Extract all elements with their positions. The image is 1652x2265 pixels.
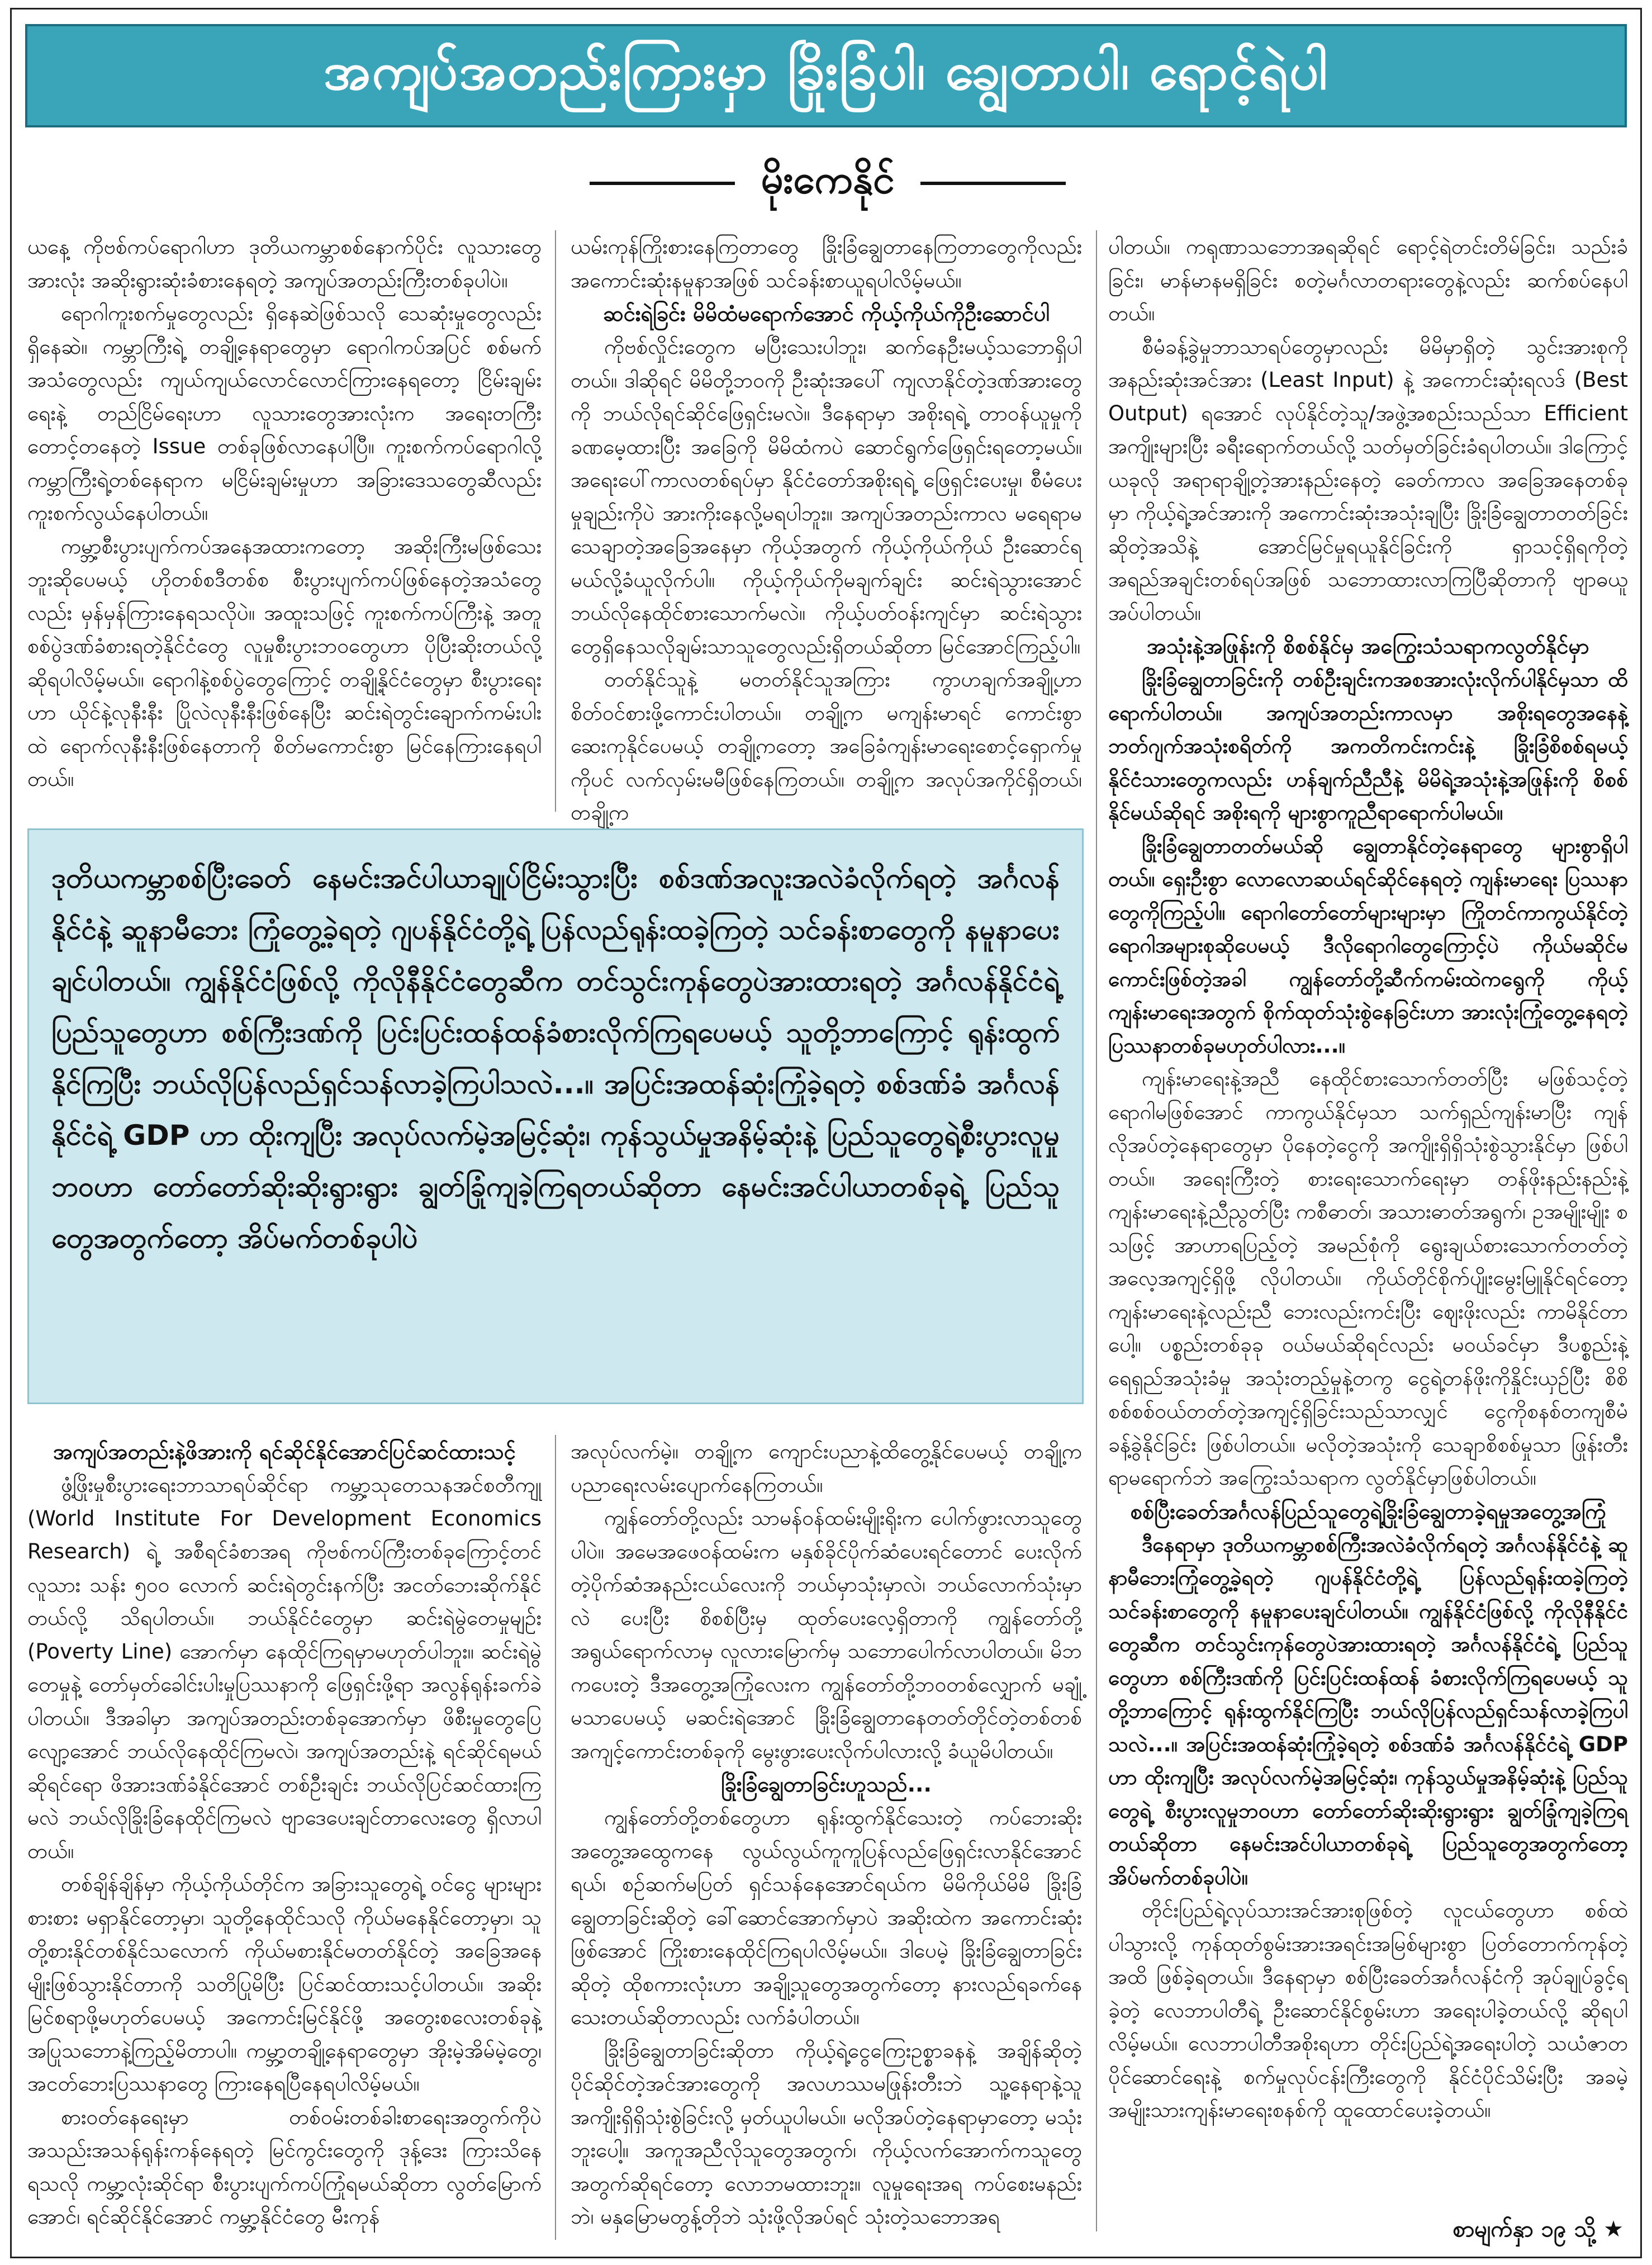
subheading: ခြိုးခြံချွေတာခြင်းဟူသည်... — [721, 1772, 932, 1797]
paragraph: ဒီနေရာမှာ ဒုတိယကမ္ဘာစစ်ကြီးအလဲခံလိုက်ရတဲ့ အင်္ဂလန်နိုင်ငံနဲ့ ဆူနာမီဘေးကြုံတွေ့ခဲ့ရတဲ့ ဂျပန်နိုင်ငံတို့ရဲ့ ပြန်လည်ရုန်းထခဲ့ကြတဲ့ သင်ခန်းစာတွေကို နမူနာပေးချင်ပါတယ်။ ကျွန်နိုင်ငံဖြစ်လို့ ကိုလိုနီနိုင်ငံတွေဆီက တင်သွင်းကုန်တွေပဲအားထားရတဲ့ အင်္ဂလန်နိုင်ငံရဲ့ ပြည်သူတွေဟာ စစ်ကြီးဒဏ်ကို ပြင်းပြင်းထန်ထန် ခံစားလိုက်ကြရပေမယ့် သူတို့ဘာကြောင့် ရုန်းထွက်နိုင်ကြပြီး ဘယ်လိုပြန်လည်ရှင်သန်လာခဲ့ကြပါသလဲ...။ အပြင်းအထန်ဆုံးကြုံခဲ့ရတဲ့ စစ်ဒဏ်ခံ အင်္ဂလန်နိုင်ငံရဲ့ GDP ဟာ ထိုးကျပြီး အလုပ်လက်မဲ့အမြင့်ဆုံး၊ ကုန်သွယ်မှုအနိမ့်ဆုံးနဲ့ ပြည်သူတွေရဲ့ စီးပွားလူမှုဘဝဟာ တော်တော်ဆိုးဆိုးရွားရွား ချွတ်ခြုံကျခဲ့ကြရတယ်ဆိုတာ နေမင်းအင်ပါယာတစ်ခုရဲ့ ပြည်သူတွေအတွက်တော့ အိပ်မက်တစ်ခုပါပဲ။ — [1108, 1532, 1628, 1889]
paragraph: ကျန်းမာရေးနဲ့အညီ နေထိုင်စားသောက်တတ်ပြီး မဖြစ်သင့်တဲ့ရောဂါမဖြစ်အောင် ကာကွယ်နိုင်မှသာ သက်ရှည်ကျန်းမာပြီး ကျန်လိုအပ်တဲ့နေရာတွေမှာ ပိုနေတဲ့ငွေကို အကျိုးရှိရှိသုံးစွဲသွားနိုင်မှာ ဖြစ်ပါတယ်။ အရေးကြီးတဲ့ စားရေးသောက်ရေးမှာ တန်ဖိုးနည်းနည်းနဲ့ ကျန်းမာရေးနဲ့ညီညွတ်ပြီး ကစီဓာတ်၊ အသားဓာတ်အရွက်၊ ဥအမျိုးမျိုး စသဖြင့် အာဟာရပြည့်တဲ့ အမည်စုံကို ရွေးချယ်စားသောက်တတ်တဲ့အလေ့အကျင့်ရှိဖို့ လိုပါတယ်။ ကိုယ်တိုင်စိုက်ပျိုးမွေးမြူနိုင်ရင်တော့ ကျန်းမာရေးနဲ့လည်းညီ ဘေးလည်းကင်းပြီး ဈေးဖိုးလည်း ကာမိနိုင်တာပေါ့။ ပစ္စည်းတစ်ခုခု ဝယ်မယ်ဆိုရင်လည်း မဝယ်ခင်မှာ ဒီပစ္စည်းနဲ့ ရေရှည်အသုံးခံမှု အသုံးတည့်မှုနဲ့တကွ ငွေရဲ့တန်ဖိုးကိုနှိုင်းယှဉ်ပြီး စိစိစစ်စစ်ဝယ်တတ်တဲ့အကျင့်ရှိခြင်းသည်သာလျှင် ငွေကိုစနစ်တကျစီမံခန့်ခွဲနိုင်ခြင်း ဖြစ်ပါတယ်။ မလိုတဲ့အသုံးကို သေချာစိစစ်မှုသာ ဖြုန်းတီးရာမရောက်ဘဲ အကြွေးသံသရာက လွတ်နိုင်မှာဖြစ်ပါတယ်။ — [1108, 1067, 1628, 1490]
paragraph: စီမံခန့်ခွဲမှုဘာသာရပ်တွေမှာလည်း မိမိမှာရှိတဲ့ သွင်းအားစုကို အနည်းဆုံးအင်အား (Least Input) နဲ့ အကောင်းဆုံးရလဒ် (Best Output) ရအောင် လုပ်နိုင်တဲ့သူ/အဖွဲ့အစည်းသည်သာ Efficient အကျိုးများပြီး ခရီးရောက်တယ်လို့ သတ်မှတ်ခြင်းခံရပါတယ်။ ဒါကြောင့် ယခုလို အရာရာချို့တဲ့အားနည်းနေတဲ့ ခေတ်ကာလ အခြေအနေတစ်ခုမှာ ကိုယ့်ရဲ့အင်အားကို အကောင်းဆုံးအသုံးချပြီး ခြိုးခြံချွေတာတတ်ခြင်းဆိုတဲ့အသိနဲ့ အောင်မြင်မှုရယူနိုင်ခြင်းကို ရှာသင့်ရှိရကိုတဲ့ အရည်အချင်းတစ်ရပ်အဖြစ် သဘောထားလာကြပြီဆိုတာကို ဗျာဓယူအပ်ပါတယ်။ — [1108, 334, 1628, 625]
subheading: အကျပ်အတည်းနဲ့ဖိအားကို ရင်ဆိုင်နိုင်အောင်ပြင်ဆင်ထားသင့် — [53, 1439, 516, 1464]
paragraph: တစ်ချိန်ချိန်မှာ ကိုယ့်ကိုယ်တိုင်က အခြားသူတွေရဲ့ ဝင်ငွေ များများစားစား မရှာနိုင်တော့မှာ၊ သူတို့နေထိုင်သလို ကိုယ်မနေနိုင်တော့မှာ၊ သူတို့စားနိုင်တစ်နိုင်သလောက် ကိုယ်မစားနိုင်မတတ်နိုင်တဲ့ အခြေအနေမျိုးဖြစ်သွားနိုင်တာကို သတိပြုမိပြီး ပြင်ဆင်ထားသင့်ပါတယ်။ အဆိုးမြင်စရာဖို့မဟုတ်ပေမယ့် အကောင်းမြင်နိုင်ဖို့ အတွေးစလေးတစ်ခုနဲ့ အပြုသဘောနဲ့ကြည့်မိတာပါ။ ကမ္ဘာ့တချို့နေရာတွေမှာ အိုးမဲ့အိမ်မဲ့တွေ၊ အငတ်ဘေးပြဿနာတွေ ကြားနေရပြီနေရပါလိမ့်မယ်။ — [27, 1872, 542, 2096]
paragraph: တတ်နိုင်သူနဲ့ မတတ်နိုင်သူအကြား ကွာဟချက်အချို့ဟာ စိတ်ဝင်စားဖို့ကောင်းပါတယ်။ တချို့က မကျန်းမာရင် ကောင်းစွာဆေးကုနိုင်ပေမယ့် တချို့ကတော့ အခြေခံကျန်းမာရေးစောင့်ရှောက်မှုကိုပင် လက်လှမ်းမမီဖြစ်နေကြတယ်။ တချို့က အလုပ်အကိုင်ရှိတယ်၊ တချို့က — [571, 667, 1082, 825]
column-divider — [1096, 230, 1097, 2231]
pull-quote: ဒုတိယကမ္ဘာစစ်ပြီးခေတ် နေမင်းအင်ပါယာချုပ်ငြိမ်းသွားပြီး စစ်ဒဏ်အလူးအလဲခံလိုက်ရတဲ့ အင်္ဂလန်နိုင်ငံနဲ့ ဆူနာမီဘေး ကြုံတွေ့ခဲ့ရတဲ့ ဂျပန်နိုင်ငံတို့ရဲ့ ပြန်လည်ရုန်းထခဲ့ကြတဲ့ သင်ခန်းစာတွေကို နမူနာပေးချင်ပါတယ်။ ကျွန်နိုင်ငံဖြစ်လို့ ကိုလိုနီနိုင်ငံတွေဆီက တင်သွင်းကုန်တွေပဲအားထားရတဲ့ အင်္ဂလန်နိုင်ငံရဲ့ ပြည်သူတွေဟာ စစ်ကြီးဒဏ်ကို ပြင်းပြင်းထန်ထန်ခံစားလိုက်ကြရပေမယ့် သူတို့ဘာကြောင့် ရုန်းထွက်နိုင်ကြပြီး ဘယ်လိုပြန်လည်ရှင်သန်လာခဲ့ကြပါသလဲ...။ အပြင်းအထန်ဆုံးကြုံခဲ့ရတဲ့ စစ်ဒဏ်ခံ အင်္ဂလန်နိုင်ငံရဲ့ GDP ဟာ ထိုးကျပြီး အလုပ်လက်မဲ့အမြင့်ဆုံး၊ ကုန်သွယ်မှုအနိမ့်ဆုံးနဲ့ ပြည်သူတွေရဲ့စီးပွားလူမှုဘဝဟာ တော်တော်ဆိုးဆိုးရွားရွား ချွတ်ခြုံကျခဲ့ကြရတယ်ဆိုတာ နေမင်းအင်ပါယာတစ်ခုရဲ့ ပြည်သူတွေအတွက်တော့ အိပ်မက်တစ်ခုပါပဲ — [27, 828, 1084, 1404]
column-4 — [27, 1435, 542, 2240]
paragraph: ခြိုးခြံချွေတာတတ်မယ်ဆို ချွေတာနိုင်တဲ့နေရာတွေ များစွာရှိပါတယ်။ ရှေးဦးစွာ လောလောဆယ်ရင်ဆိုင်နေရတဲ့ ကျန်းမာရေး ပြဿနာတွေကိုကြည့်ပါ။ ရောဂါတော်တော်များများမှာ ကြိုတင်ကာကွယ်နိုင်တဲ့ရောဂါအများစုဆိုပေမယ့် ဒီလိုရောဂါတွေကြောင့်ပဲ ကိုယ်မဆိုင်မကောင်းဖြစ်တဲ့အခါ ကျွန်တော်တို့ဆီက်ကမ်းထဲကရွေကို ကိုယ့်ကျန်းမာရေးအတွက် စိုက်ထုတ်သုံးစွဲနေခြင်းဟာ အားလုံးကြုံတွေ့နေရတဲ့ ပြဿနာတစ်ခုမဟုတ်ပါလား...။ — [1108, 833, 1628, 1058]
column-divider — [555, 230, 556, 812]
paragraph: ယမ်းကုန်ကြိုးစားနေကြတာတွေ ခြိုးခြံချွေတာနေကြတာတွေကိုလည်း အကောင်းဆုံးနမူနာအဖြစ် သင်ခန်းစာယူရပါလိမ့်မယ်။ — [571, 235, 1082, 292]
subheading: စစ်ပြီးခေတ်အင်္ဂလန်ပြည်သူတွေရဲ့ခြိုးခြံချွေတာခဲ့ရမှုအတွေ့အကြုံ — [1130, 1499, 1606, 1524]
paragraph: ခြိုးခြံချွေတာခြင်းကို တစ်ဦးချင်းကအစအားလုံးလိုက်ပါနိုင်မှသာ ထိရောက်ပါတယ်။ အကျပ်အတည်းကာလမှာ အစိုးရတွေအနေနဲ့ ဘတ်ဂျက်အသုံးစရိတ်ကို အကတိကင်းကင်းနဲ့ ခြိုးခြံစိစစ်ရမယ့်နိုင်ငံသားတွေကလည်း ဟန်ချက်ညီညီနဲ့ မိမိရဲ့အသုံးနဲ့အဖြုန်းကို စိစစ်နိုင်မယ်ဆိုရင် အစိုးရကို များစွာကူညီရာရောက်ပါမယ်။ — [1108, 667, 1628, 825]
column-2 — [571, 230, 1082, 825]
continued-on-page: စာမျက်နှာ ၁၉ သို့ ★ — [1452, 2216, 1623, 2242]
column-3 — [1108, 230, 1628, 2231]
author-name: မိုးကေနိုင် — [761, 156, 895, 202]
paragraph: ကျွန်တော်တို့လည်း သာမန်ဝန်ထမ်းမျိုးရိုးက ပေါက်ဖွားလာသူတွေပါပဲ။ အမေအဖေဝန်ထမ်းက မနှစ်ခိုင်ပိုက်ဆံပေးရင်တောင် ပေးလိုက်တဲ့ပိုက်ဆံအနည်းငယ်လေးကို ဘယ်မှာသုံးမှာလဲ၊ ဘယ်လောက်သုံးမှာလဲ ပေးပြီး စိစစ်ပြီးမှ ထုတ်ပေးလေ့ရှိတာကို ကျွန်တော်တို့ အရွယ်ရောက်လာမှ လူလားမြောက်မှ သဘောပေါက်လာပါတယ်။ မိဘကပေးတဲ့ ဒီအတွေ့အကြုံလေးက ကျွန်တော်တို့ဘဝတစ်လျှောက် မချုံ့မသာပေမယ့် မဆင်းရဲအောင် ခြိုးခြံချွေတာနေတတ်တိုင်တဲ့တစ်တစ် အကျင့်ကောင်းတစ်ခုကို မွေးဖွားပေးလိုက်ပါလားလို့ ခံယူမိပါတယ်။ — [571, 1506, 1082, 1763]
newspaper-page — [10, 8, 1642, 2258]
byline — [12, 147, 1644, 220]
paragraph: ဖွံ့ဖြိုးမှုစီးပွားရေးဘာသာရပ်ဆိုင်ရာ ကမ္ဘာ့သုတေသနအင်စတီကျု (World Institute For Development Economics Research) ရဲ့ အစီရင်ခံစာအရ ကိုဗစ်ကပ်ကြီးတစ်ခုကြောင့်တင် လူသား သန်း ၅၀၀ လောက် ဆင်းရဲတွင်းနက်ပြီး အငတ်ဘေးဆိုက်နိုင်တယ်လို့ သိရပါတယ်။ ဘယ်နိုင်ငံတွေမှာ ဆင်းရဲမွဲတေမှုမျဉ်း (Poverty Line) အောက်မှာ နေထိုင်ကြရမှာမဟုတ်ပါဘူး။ ဆင်းရဲမွဲတေမှုနဲ့ တော်မှတ်ခေါင်းပါးမှုပြဿနာကို ဖြေရှင်းဖို့ရာ အလွန်ရုန်းခက်ခဲပါတယ်။ ဒီအခါမှာ အကျပ်အတည်းတစ်ခုအောက်မှာ ဖိစီးမှုတွေပြေလျော့အောင် ဘယ်လိုနေထိုင်ကြမလဲ၊ အကျပ်အတည်းနဲ့ ရင်ဆိုင်ရမယ်ဆိုရင်ရော ဖိအားဒဏ်ခံနိုင်အောင် တစ်ဦးချင်း ဘယ်လိုပြင်ဆင်ထားကြမလဲ ဘယ်လိုခြိုးခြံနေထိုင်ကြမလဲ ဗျာဒေပေးချင်တာလေးတွေ ရှိလာပါတယ်။ — [27, 1473, 542, 1863]
paragraph: တိုင်းပြည်ရဲ့လုပ်သားအင်အားစုဖြစ်တဲ့ လူငယ်တွေဟာ စစ်ထဲပါသွားလို့ ကုန်ထုတ်စွမ်းအားအရင်းအမြစ်များစွာ ပြတ်တောက်ကုန်တဲ့အထိ ဖြစ်ခဲ့ရတယ်။ ဒီနေရာမှာ စစ်ပြီးခေတ်အင်္ဂလန်ငံကို အုပ်ချုပ်ခွင့်ရခဲ့တဲ့ လေဘာပါတီရဲ့ ဦးဆောင်နိုင်စွမ်းဟာ အရေးပါခဲ့တယ်လို့ ဆိုရပါလိမ့်မယ်။ လေဘာပါတီအစိုးရဟာ တိုင်းပြည်ရဲ့အရေးပါတဲ့ သယံဇာတပိုင်ဆောင်ရေးနဲ့ စက်မှုလုပ်ငန်းကြီးတွေကို နိုင်ငံပိုင်သိမ်းပြီး အခမဲ့အမျိုးသားကျန်းမာရေးစနစ်ကို ထူထောင်ပေးခဲ့တယ်။ — [1108, 1898, 1628, 2122]
paragraph: ရောဂါကူးစက်မှုတွေလည်း ရှိနေဆဲဖြစ်သလို သေဆုံးမှုတွေလည်း ရှိနေဆဲ။ ကမ္ဘာကြီးရဲ့ တချို့နေရာတွေမှာ ရောဂါကပ်အပြင် စစ်မက်အသံတွေလည်း ကျယ်ကျယ်လောင်လောင်ကြားနေရတော့ ငြိမ်းချမ်းရေးနဲ့ တည်ငြိမ်ရေးဟာ လူသားတွေအားလုံးက အရေးတကြီး တောင့်တနေတဲ့ Issue တစ်ခုဖြစ်လာနေပါပြီ။ ကူးစက်ကပ်ရောဂါလို့ ကမ္ဘာကြီးရဲ့တစ်နေရာက မငြိမ်းချမ်းမှုဟာ အခြားဒေသတွေဆီလည်း ကူးစက်လွယ်နေပါတယ်။ — [27, 301, 542, 525]
paragraph: ကမ္ဘာ့စီးပွားပျက်ကပ်အနေအထားကတော့ အဆိုးကြီးမဖြစ်သေးဘူးဆိုပေမယ့် ဟိုတစ်စဒီတစ်စ စီးပွားပျက်ကပ်ဖြစ်နေတဲ့အသံတွေလည်း မှန်မှန်ကြားနေရသလိုပဲ။ အထူးသဖြင့် ကူးစက်ကပ်ကြီးနဲ့ အတူ စစ်ပွဲဒဏ်ခံစားရတဲ့နိုင်ငံတွေ လူမှုစီးပွားဘဝတွေဟာ ပိုပြီးဆိုးတယ်လို့ ဆိုရပါလိမ့်မယ်။ ရောဂါနဲ့စစ်ပွဲတွေကြောင့် တချို့နိုင်ငံတွေမှာ စီးပွားရေးဟာ ယိုင်နဲ့လုနီးနီး ပြိုလဲလုနီးနီးဖြစ်နေပြီး ဆင်းရဲတွင်းချောက်ကမ်းပါးထဲ ရောက်လုနီးနီးဖြစ်နေတာကို စိတ်မကောင်းစွာ မြင်နေကြားနေရပါတယ်။ — [27, 534, 542, 791]
column-divider — [555, 1435, 556, 2240]
subheading: အသုံးနဲ့အဖြုန်းကို စိစစ်နိုင်မှ အကြွေးသံသရာကလွတ်နိုင်မှာ — [1147, 634, 1589, 658]
byline-rule-left — [590, 182, 735, 185]
paragraph: ကျွန်တော်တို့တစ်တွေဟာ ရုန်းထွက်နိုင်သေးတဲ့ ကပ်ဘေးဆိုးအတွေ့အထွေကနေ လွယ်လွယ်ကူကူပြန်လည်ဖြေရှင်းလာနိုင်အောင်ရယ်၊ စဉ်ဆက်မပြတ် ရှင်သန်နေအောင်ရယ်က မိမိကိုယ်မိမိ ခြိုးခြံချွေတာခြင်းဆိုတဲ့ ခေါ်ဆောင်အောက်မှာပဲ အဆိုးထဲက အကောင်းဆုံးဖြစ်အောင် ကြိုးစားနေထိုင်ကြရပါလိမ့်မယ်။ ဒါပေမဲ့ ခြိုးခြံချွေတာခြင်းဆိုတဲ့ ထိုစကားလုံးဟာ အချို့သူတွေအတွက်တော့ နားလည်ရခက်နေသေးတယ်ဆိုတာလည်း လက်ခံပါတယ်။ — [571, 1806, 1082, 2029]
column-5 — [571, 1435, 1082, 2240]
paragraph: ပါတယ်။ ကရုဏာသဘောအရဆိုရင် ရောင့်ရဲတင်းတိမ်ခြင်း၊ သည်းခံခြင်း၊ မာန်မာနမရှိခြင်း စတဲ့မင်္ဂလာတရားတွေနဲ့လည်း ဆက်စပ်နေပါတယ်။ — [1108, 235, 1628, 325]
title-banner — [25, 24, 1627, 127]
paragraph: အလုပ်လက်မဲ့။ တချို့က ကျောင်းပညာနဲ့ထိတွေ့နိုင်ပေမယ့် တချို့က ပညာရေးလမ်းပျောက်နေကြတယ်။ — [571, 1439, 1082, 1497]
article-title: အကျပ်အတည်းကြားမှာ ခြိုးခြံပါ၊ ချွေတာပါ၊ ရောင့်ရဲပါ — [323, 41, 1329, 101]
paragraph: ကိုဗစ်လှိုင်းတွေက မပြီးသေးပါဘူး၊ ဆက်နေဦးမယ့်သဘောရှိပါတယ်။ ဒါဆိုရင် မိမိတို့ဘဝကို ဦးဆုံးအပေါ် ကျလာနိုင်တဲ့ဒဏ်အားတွေကို ဘယ်လိုရင်ဆိုင်ဖြေရှင်းမလဲ။ ဒီနေရာမှာ အစိုးရရဲ့ တာဝန်ယူမှုကို ခဏမေ့ထားပြီး အခြေကို မိမိထံကပဲ ဆောင်ရွက်ဖြေရှင်းရတော့မယ်။ အရေးပေါ်ကာလတစ်ရပ်မှာ နိုင်ငံတော်အစိုးရရဲ့ ဖြေရှင်းပေးမှု၊ စီမံပေးမှုချည်းကိုပဲ အားကိုးနေလို့မရပါဘူး။ အကျပ်အတည်းကာလ မရေရာမသေချာတဲ့အခြေအနေမှာ ကိုယ့်အတွက် ကိုယ့်ကိုယ်ကိုယ် ဦးဆောင်ရမယ်လို့ခံယူလိုက်ပါ။ ကိုယ့်ကိုယ်ကိုမချက်ချင်း ဆင်းရဲသွားအောင် ဘယ်လိုနေထိုင်စားသောက်မလဲ။ ကိုယ့်ပတ်ဝန်းကျင်မှာ ဆင်းရဲသွားတွေရှိနေသလိုချမ်းသာသူတွေလည်းရှိတယ်ဆိုတာ မြင်အောင်ကြည့်ပါ။ — [571, 335, 1082, 658]
byline-rule-right — [920, 182, 1066, 185]
paragraph: ခြိုးခြံချွေတာခြင်းဆိုတာ ကိုယ့်ရဲ့ငွေကြေးဥစ္စာခနနဲ့ အချိန်ဆိုတဲ့ ပိုင်ဆိုင်တဲ့အင်အားတွေကို အလဟဿမဖြုန်းတီးဘဲ သူ့နေရာနဲ့သူ အကျိုးရှိရှိသုံးစွဲခြင်းလို့ မှတ်ယူပါမယ်။ မလိုအပ်တဲ့နေရာမှာတော့ မသုံးဘူးပေါ့။ အကူအညီလိုသူတွေအတွက်၊ ကိုယ့်လက်အောက်ကသူတွေအတွက်ဆိုရင်တော့ လောဘမထားဘူး။ လူမှုရေးအရ ကပ်စေးမနည်းဘဲ၊ မနှမြောမတွန့်တိုဘဲ သုံးဖို့လိုအပ်ရင် သုံးတဲ့သဘောအရ — [571, 2038, 1082, 2229]
subheading: ဆင်းရဲခြင်း မိမိထံမရောက်အောင် ကိုယ့်ကိုယ်ကိုဦးဆောင်ပါ — [603, 301, 1050, 326]
paragraph: စားဝတ်နေရေးမှာ တစ်ဝမ်းတစ်ခါးစာရေးအတွက်ကိုပဲ အသည်းအသန်ရုန်းကန်နေရတဲ့ မြင်ကွင်းတွေကို ဒုန့်ဒေး ကြားသိနေရသလို ကမ္ဘာ့လုံးဆိုင်ရာ စီးပွားပျက်ကပ်ကြုံရမယ်ဆိုတာ လွတ်မြောက်အောင်၊ ရင်ဆိုင်နိုင်အောင် ကမ္ဘာ့နိုင်ငံတွေ မီးကုန် — [27, 2105, 542, 2229]
column-1 — [27, 230, 542, 812]
paragraph: ယနေ့ ကိုဗစ်ကပ်ရောဂါဟာ ဒုတိယကမ္ဘာစစ်နောက်ပိုင်း လူသားတွေ အားလုံး အဆိုးရွားဆုံးခံစားနေရတဲ့ အကျပ်အတည်းကြီးတစ်ခုပါပဲ။ — [27, 235, 542, 292]
